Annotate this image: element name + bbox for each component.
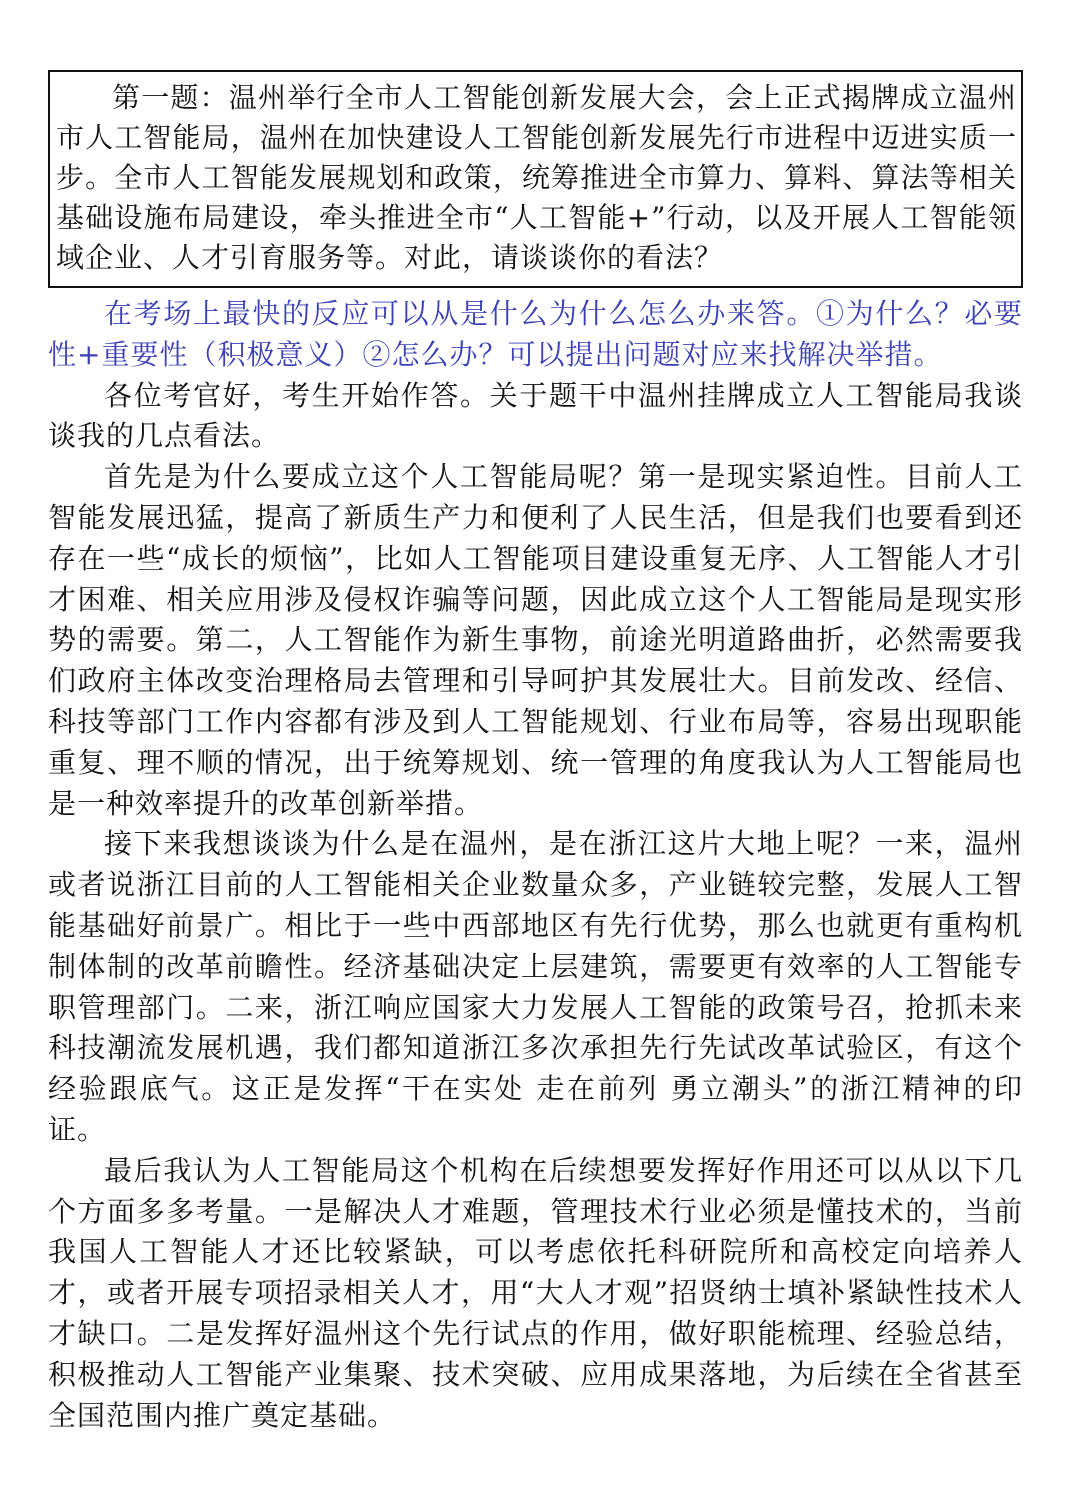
answer-paragraph-how: 最后我认为人工智能局这个机构在后续想要发挥好作用还可以从以下几个方面多多考量。一是解决人才难题，管理技术行业必须是懂技术的，当前我国人工智能人才还比较紧缺，可以考虑依托科研院所和高校定向培养人才，或者开展专项招录相关人才，用“大人才观”招贤纳士填补紧缺性技术人才缺口。二是发挥好温州这个先行试点的作用，做好职能梳理、经验总结，积极推动人工智能产业集聚、技术突破、应用成果落地，为后续在全省甚至全国范围内推广奠定基础。 (48, 1153, 1023, 1432)
document-page (48, 70, 1023, 1436)
answer-body (48, 376, 1023, 1437)
question-box (48, 70, 1023, 288)
answer-hint: 在考场上最快的反应可以从是什么为什么怎么办来答。①为什么？必要性+重要性（积极意义）②怎么办？可以提出问题对应来找解决举措。 (48, 297, 1023, 371)
question-text: 第一题：温州举行全市人工智能创新发展大会，会上正式揭牌成立温州市人工智能局，温州在加快建设人工智能创新发展先行市进程中迈进实质一步。全市人工智能发展规划和政策，统筹推进全市算力、算料、算法等相关基础设施布局建设，牵头推进全市“人工智能+”行动，以及开展人工智能领域企业、人才引育服务等。对此，请谈谈你的看法？ (56, 81, 1017, 274)
answer-paragraph-intro: 各位考官好，考生开始作答。关于题干中温州挂牌成立人工智能局我谈谈我的几点看法。 (48, 378, 1023, 453)
answer-paragraph-why-wenzhou: 接下来我想谈谈为什么是在温州，是在浙江这片大地上呢？一来，温州或者说浙江目前的人工智能相关企业数量众多，产业链较完整，发展人工智能基础好前景广。相比于一些中西部地区有先行优势，那么也就更有重构机制体制的改革前瞻性。经济基础决定上层建筑，需要更有效率的人工智能专职管理部门。二来，浙江响应国家大力发展人工智能的政策号召，抢抓未来科技潮流发展机遇，我们都知道浙江多次承担先行先试改革试验区，有这个经验跟底气。这正是发挥“干在实处 走在前列 勇立潮头”的浙江精神的印证。 (48, 827, 1023, 1146)
answer-paragraph-why: 首先是为什么要成立这个人工智能局呢？第一是现实紧迫性。目前人工智能发展迅猛，提高了新质生产力和便利了人民生活，但是我们也要看到还存在一些“成长的烦恼”，比如人工智能项目建设重复无序、人工智能人才引才困难、相关应用涉及侵权诈骗等问题，因此成立这个人工智能局是现实形势的需要。第二，人工智能作为新生事物，前途光明道路曲折，必然需要我们政府主体改变治理格局去管理和引导呵护其发展壮大。目前发改、经信、科技等部门工作内容都有涉及到人工智能规划、行业布局等，容易出现职能重复、理不顺的情况，出于统筹规划、统一管理的角度我认为人工智能局也是一种效率提升的改革创新举措。 (48, 460, 1023, 820)
